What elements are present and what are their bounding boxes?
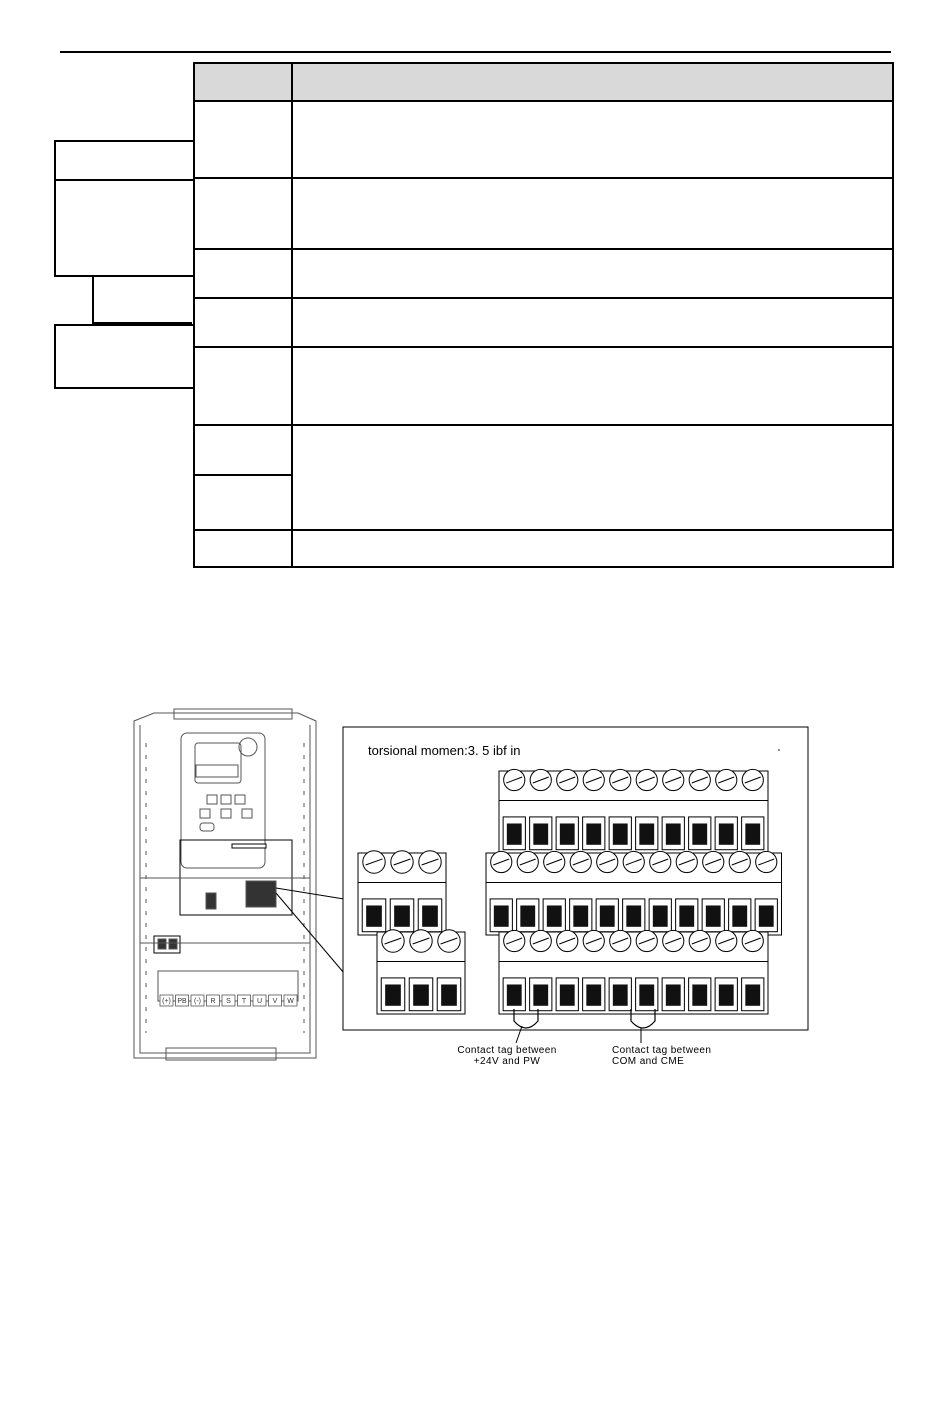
terminal-contact [613, 823, 628, 844]
terminal-contact [653, 905, 668, 926]
terminal-contact [385, 984, 401, 1005]
terminal-contact [639, 984, 654, 1005]
side-box-1 [54, 140, 193, 181]
dot [778, 749, 780, 751]
terminal-contact [745, 984, 760, 1005]
terminal-contact [639, 823, 654, 844]
caption-right: Contact tag between COM and CME [612, 1045, 712, 1067]
table-row [194, 101, 893, 178]
terminal-contact [366, 905, 382, 926]
side-box-2 [54, 179, 193, 277]
terminal-contact [422, 905, 438, 926]
terminal-contact [520, 905, 535, 926]
terminal-contact [679, 905, 694, 926]
terminal-contact [719, 823, 734, 844]
table-cell [194, 298, 292, 347]
terminal-contact [626, 905, 641, 926]
terminal-contact [494, 905, 509, 926]
table-row [194, 298, 893, 347]
terminal-contact [586, 823, 601, 844]
table-cell [194, 425, 292, 475]
terminal-contact [745, 823, 760, 844]
table-row [194, 530, 893, 567]
table-cell [194, 530, 292, 567]
terminal-block [377, 930, 465, 1014]
terminal-contact [666, 823, 681, 844]
table-row [194, 425, 893, 475]
table-cell [292, 178, 893, 249]
power-terminal-label: (-) [194, 998, 201, 1005]
terminal-contact [613, 984, 628, 1005]
terminal-contact [692, 984, 707, 1005]
terminal-block [499, 769, 768, 853]
terminal-contact [586, 984, 601, 1005]
table-cell [292, 530, 893, 567]
inverter-drawing [134, 709, 316, 1060]
side-connector [92, 275, 94, 323]
terminal-block [486, 851, 782, 935]
torque-label: torsional momen:3. 5 ibf in [368, 743, 521, 758]
table-cell [194, 101, 292, 178]
power-terminal-label: S [226, 998, 231, 1005]
table-cell [292, 298, 893, 347]
table-cell [292, 249, 893, 298]
power-terminal-label: V [272, 998, 278, 1005]
terminal-contact [573, 905, 588, 926]
terminal-contact [547, 905, 562, 926]
terminal-figure-svg [126, 703, 821, 1080]
table-row [194, 347, 893, 425]
table-cell [194, 475, 292, 530]
terminal-figure [126, 703, 821, 1080]
terminal-contact [533, 823, 548, 844]
terminal-contact [413, 984, 429, 1005]
table-cell [292, 347, 893, 425]
side-box-3 [54, 324, 193, 389]
terminal-contact [706, 905, 721, 926]
power-terminal-label: U [256, 998, 263, 1005]
terminal-block [499, 930, 768, 1014]
table-cell [194, 347, 292, 425]
terminal-contact [441, 984, 457, 1005]
header-cell-1 [194, 63, 292, 101]
terminal-contact [732, 905, 747, 926]
terminal-contact [507, 984, 522, 1005]
header-cell-2 [292, 63, 893, 101]
table-cell [194, 178, 292, 249]
terminal-contact [507, 823, 522, 844]
terminal-block [358, 851, 446, 935]
spec-table [193, 62, 894, 568]
table-header-row [194, 63, 893, 101]
table-row [194, 178, 893, 249]
terminal-contact [600, 905, 615, 926]
table-row [194, 249, 893, 298]
caption-left: Contact tag between +24V and PW [457, 1045, 557, 1067]
power-terminal-label: (+) [162, 998, 171, 1005]
table-cell [292, 425, 893, 530]
terminal-contact [759, 905, 774, 926]
power-terminal-labels [160, 995, 297, 1006]
terminal-contact [394, 905, 410, 926]
terminal-contact [666, 984, 681, 1005]
table-cell [292, 101, 893, 178]
power-terminal-label: PB [177, 998, 187, 1005]
terminal-contact [560, 984, 575, 1005]
terminal-contact [560, 823, 575, 844]
terminal-contact [719, 984, 734, 1005]
top-rule [60, 51, 891, 53]
power-terminal-label: R [210, 998, 216, 1005]
table-cell [194, 249, 292, 298]
terminal-contact [533, 984, 548, 1005]
terminal-contact [692, 823, 707, 844]
power-terminal-label: W [287, 998, 294, 1005]
power-terminal-label: T [241, 998, 247, 1005]
